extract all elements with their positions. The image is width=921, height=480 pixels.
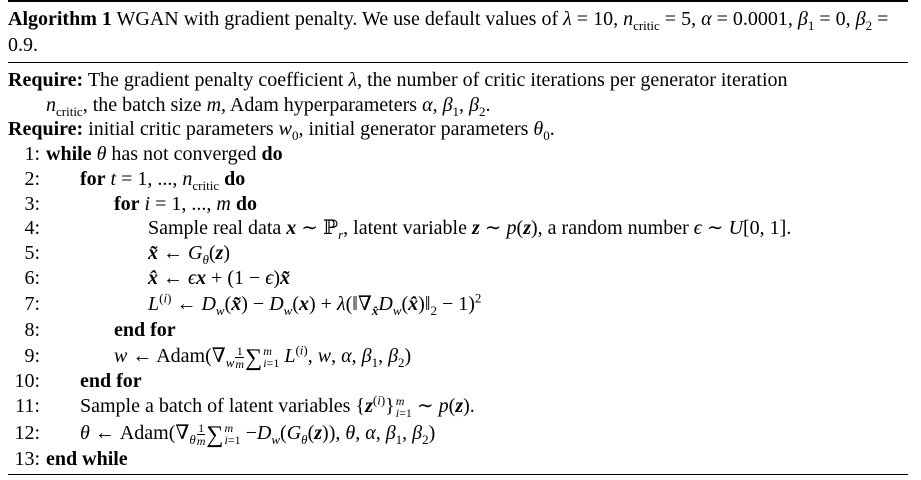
code-line-2: for t = 1, ..., $n_{critic}$ do: [80, 168, 246, 193]
line-number: 12:: [14, 422, 40, 444]
code-line-8: end for: [114, 319, 176, 341]
code-line-4: Sample real data x ∼ ℙ$_r$, latent variable z ∼ p(z), a random number ϵ ∼ U[0, 1].: [148, 217, 792, 242]
line-number: 11:: [15, 395, 40, 417]
require-line-2: [8, 117, 555, 141]
algorithm-caption: [8, 6, 908, 58]
code-line-7: $L^{(i)}$ ← $D_w(x̃) - D_w(x)$ + $\lambda(‖\nabla_{x̂}D_w(x̂)‖_2 - 1)^2$: [148, 290, 482, 318]
caption-rule: [8, 62, 908, 63]
code-line-3: for i = 1, ..., m do: [114, 193, 257, 215]
code-line-10: end for: [80, 370, 142, 392]
top-rule: [8, 0, 908, 2]
line-number: 10:: [14, 370, 40, 392]
algorithm-title: WGAN with gradient penalty.: [116, 8, 358, 30]
line-number: 9:: [24, 345, 40, 367]
line-number: 5:: [24, 242, 40, 264]
line-number: 13:: [14, 448, 40, 470]
algorithm-label: Algorithm 1: [8, 8, 112, 30]
require-line-1: [8, 68, 788, 92]
require-line-1-cont: $n_{critic}$, the batch size m, Adam hyperparameters α, $\beta_1$, $\beta_2$.: [46, 94, 491, 119]
code-line-1: while θ has not converged do: [46, 143, 283, 165]
require-text: initial critic parameters $w_0$, initial generator parameters $\theta_0$.: [88, 118, 555, 143]
code-line-9: w ← $Adam(\nabla_w$ $\frac{1}{m}$ ∑ m i=1 $L^{(i)}$, w, α, $\beta_1$, $\beta_2$): [114, 342, 412, 371]
require-keyword: Require:: [8, 69, 84, 91]
require-keyword: Require:: [8, 118, 84, 140]
code-line-13: end while: [46, 448, 128, 470]
bottom-rule: [8, 474, 908, 475]
caption-text: We use default values of λ = 10, $n_{critic} = 5$, α = 0.0001, $\beta_1 = 0$, $\beta_2 = 0.9$.: [8, 8, 889, 56]
code-line-11: Sample a batch of latent variables $\{z^{(i)}\}$ m i=1 ∼ p(z).: [80, 392, 475, 421]
line-number: 1:: [24, 143, 40, 165]
line-number: 4:: [24, 217, 40, 239]
line-number: 3:: [24, 193, 40, 215]
line-number: 2:: [24, 168, 40, 190]
code-line-5: x̃ ← $G_\theta(z)$: [148, 242, 230, 267]
code-line-6: x̂ ← ϵx + (1 − ϵ)x̃: [148, 267, 291, 289]
require-text: The gradient penalty coefficient λ, the number of critic iterations per generator iteration: [87, 69, 788, 91]
line-number: 8:: [24, 319, 40, 341]
code-line-12: θ ← $Adam(\nabla_\theta$ $\frac{1}{m}$ ∑ m i=1 $-D_w(G_\theta(z))$, θ, α, $\beta_1$, $\beta_2$): [80, 420, 436, 448]
line-number: 7:: [24, 293, 40, 315]
line-number: 6:: [24, 267, 40, 289]
